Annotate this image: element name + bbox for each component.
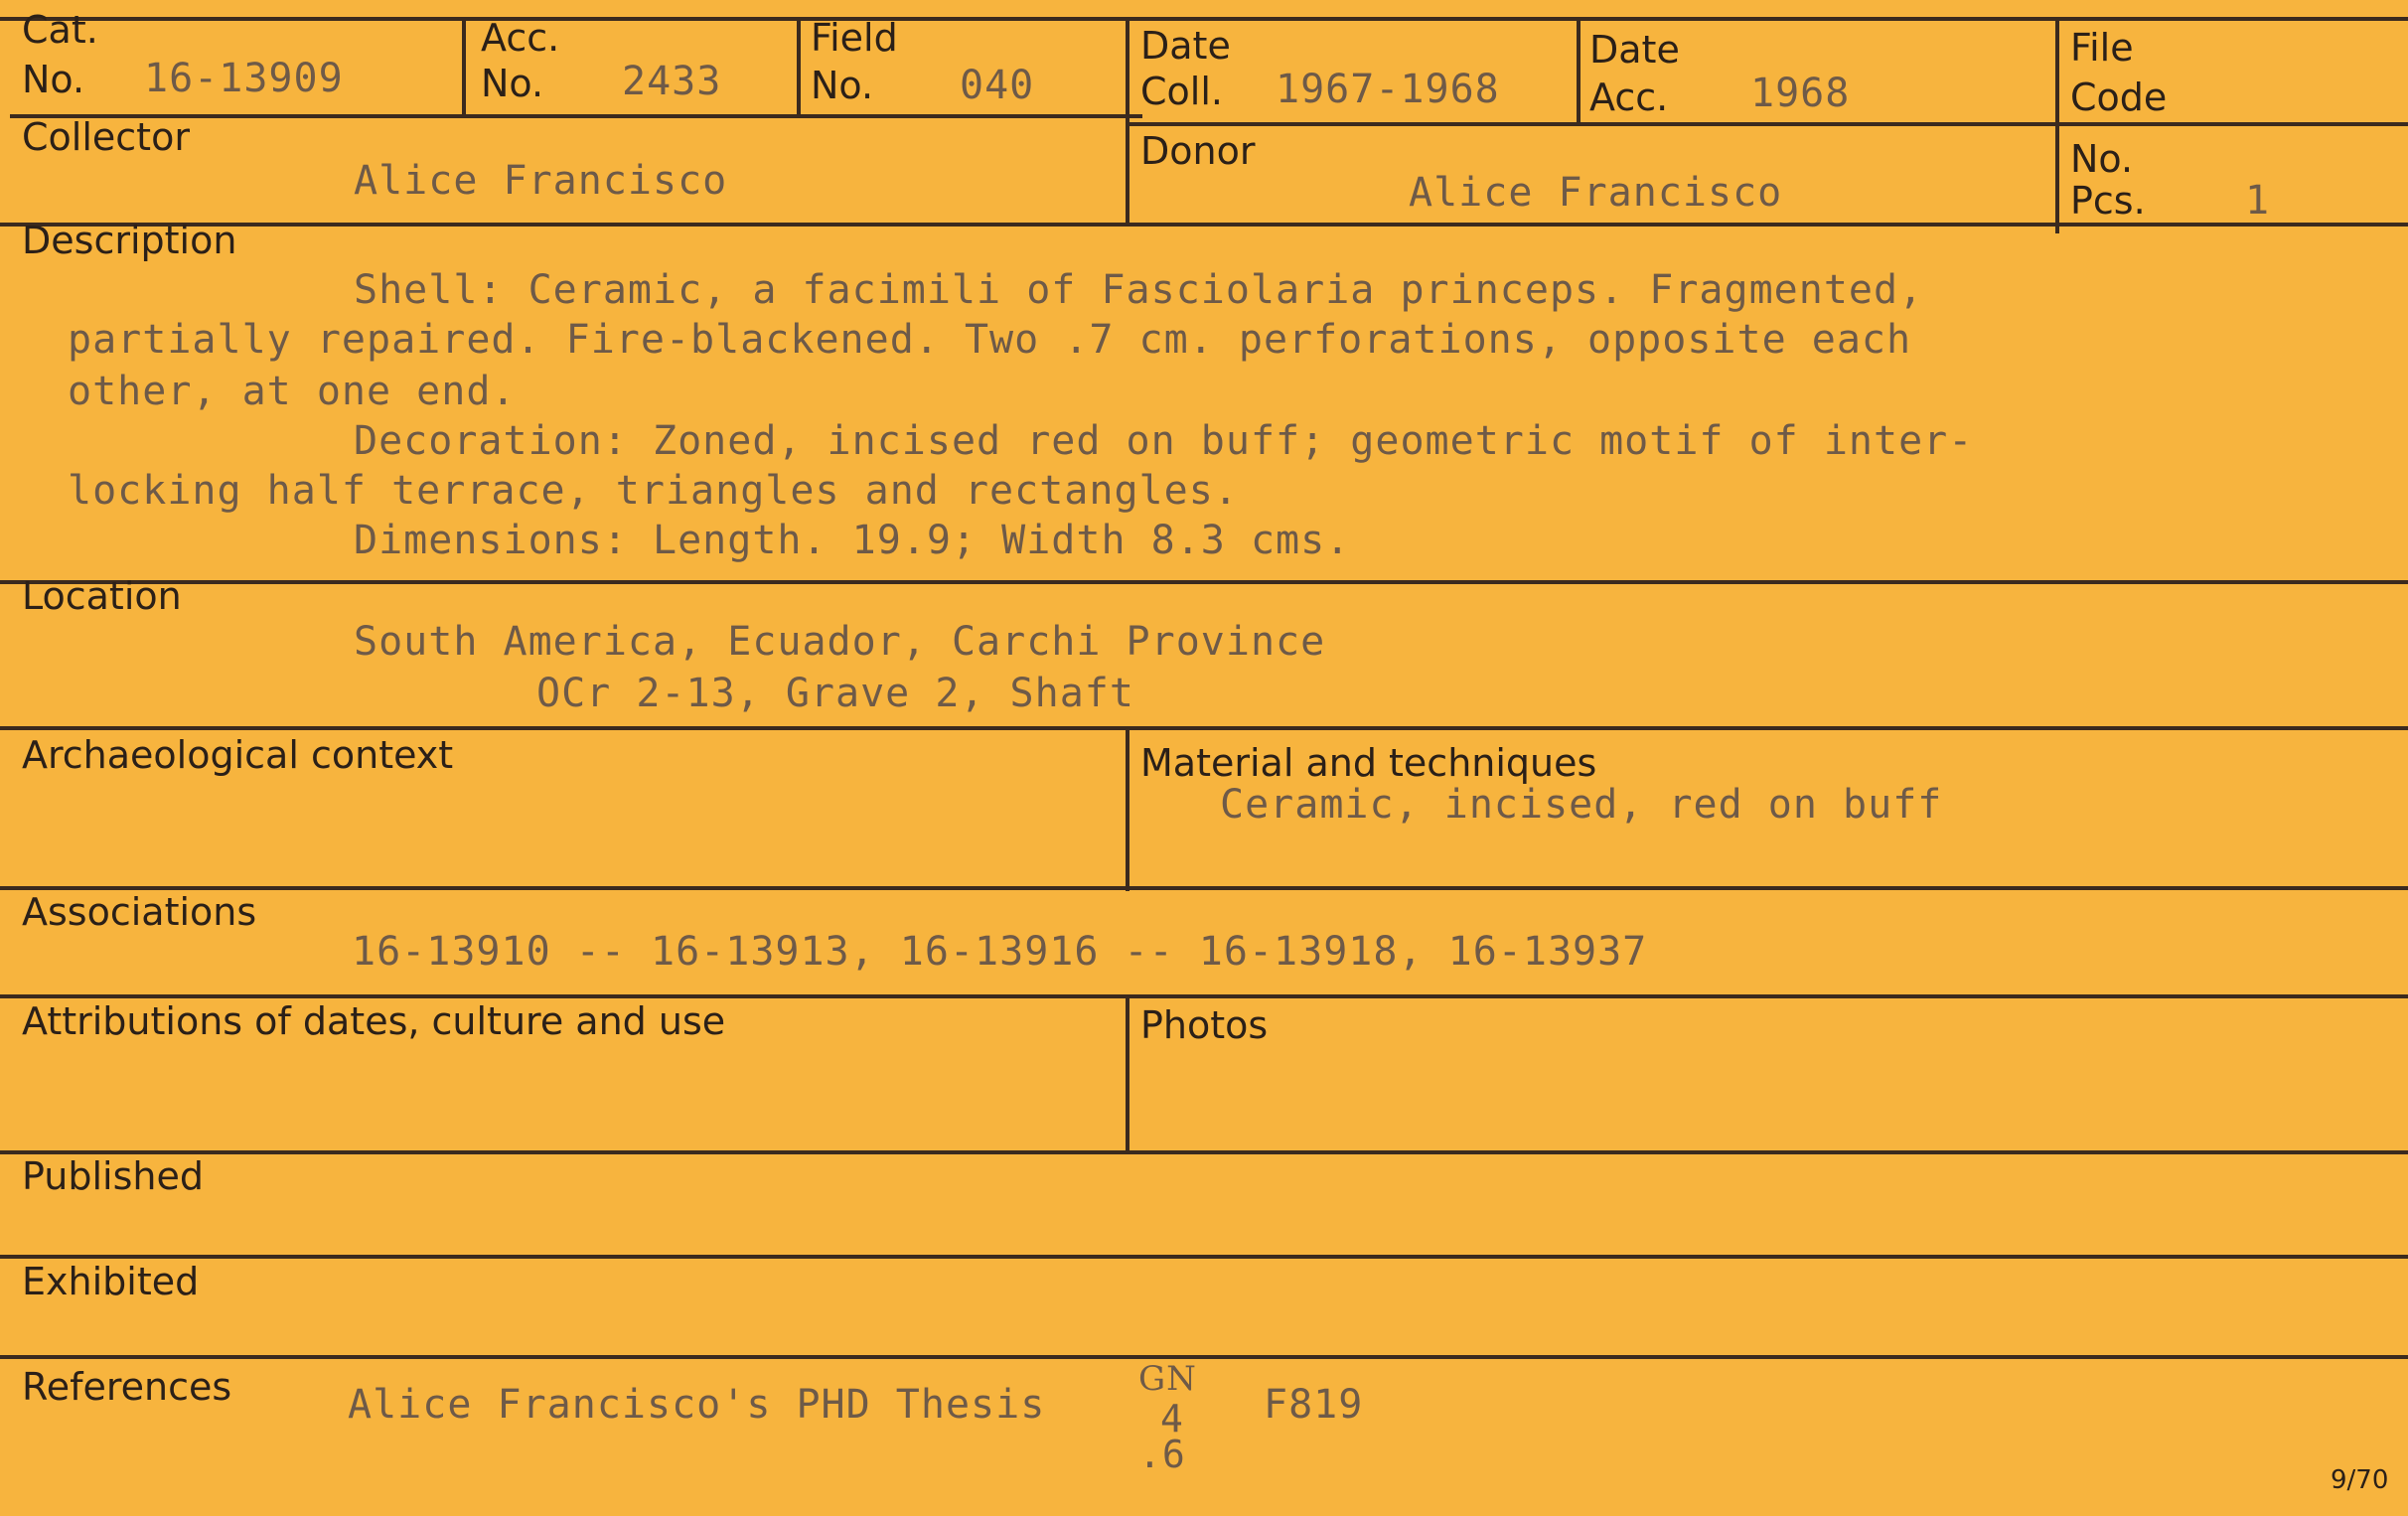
rule-published — [0, 1255, 2408, 1259]
form-code: 9/70 — [2331, 1465, 2389, 1495]
date-collected: 1967-1968 — [1276, 67, 1500, 112]
acc-label: Acc. — [481, 16, 560, 60]
date-accessioned: 1968 — [1750, 71, 1851, 116]
associations-label: Associations — [22, 890, 257, 934]
date-acc-label: Date — [1589, 28, 1680, 72]
rule-attributions — [0, 1150, 2408, 1154]
material-value: Ceramic, incised, red on buff — [1220, 782, 1943, 828]
published-label: Published — [22, 1154, 204, 1198]
description-label: Description — [22, 219, 237, 262]
no-label: No. — [2070, 137, 2134, 181]
vrule-cat-acc — [462, 17, 466, 114]
acc-no-label: No. — [481, 62, 544, 105]
description-line-1: Shell: Ceramic, a facimili of Fasciolaria princeps. Fragmented, — [354, 267, 1924, 313]
call-number-f819: F819 — [1264, 1382, 1364, 1428]
description-line-6: Dimensions: Length. 19.9; Width 8.3 cms. — [354, 518, 1351, 563]
cat-label: Cat. — [22, 8, 98, 52]
arch-context-label: Archaeological context — [22, 733, 454, 777]
references-value: Alice Francisco's PHD Thesis — [348, 1382, 1046, 1428]
description-line-5: locking half terrace, triangles and rectangles. — [68, 468, 1239, 514]
code-label: Code — [2070, 76, 2168, 119]
donor-name: Alice Francisco — [1409, 170, 1783, 216]
call-number-4: 4 — [1160, 1397, 1184, 1440]
field-label: Field — [811, 16, 898, 60]
location-line-1: South America, Ecuador, Carchi Province — [354, 619, 1326, 665]
cat-no-label: No. — [22, 58, 85, 101]
rule-top — [0, 17, 2408, 21]
vrule-date-file — [2055, 17, 2059, 233]
description-line-2: partially repaired. Fire-blackened. Two .7 cm. perforations, opposite each — [68, 317, 1912, 363]
cat-number: 16-13909 — [144, 56, 344, 101]
pcs-label: Pcs. — [2070, 179, 2146, 223]
call-number-6: .6 — [1138, 1433, 1186, 1476]
vrule-coll-acc — [1577, 17, 1580, 124]
rule-exhibited — [0, 1355, 2408, 1359]
photos-label: Photos — [1140, 1003, 1269, 1047]
field-no-label: No. — [811, 64, 874, 107]
date-coll-label: Date — [1140, 24, 1231, 68]
field-number: 040 — [960, 63, 1035, 108]
exhibited-label: Exhibited — [22, 1260, 200, 1303]
file-label: File — [2070, 26, 2134, 70]
description-line-4: Decoration: Zoned, incised red on buff; geometric motif of inter- — [354, 418, 1974, 464]
associations-value: 16-13910 -- 16-13913, 16-13916 -- 16-13918, 16-13937 — [352, 929, 1648, 975]
vrule-acc-field — [797, 17, 801, 114]
references-label: References — [22, 1365, 232, 1409]
location-line-2: OCr 2-13, Grave 2, Shaft — [536, 671, 1134, 716]
call-number-gn: GN — [1138, 1359, 1197, 1399]
attributions-label: Attributions of dates, culture and use — [22, 999, 726, 1043]
acc2-label: Acc. — [1589, 76, 1669, 119]
rule-header-right — [1128, 122, 2408, 126]
material-label: Material and techniques — [1140, 741, 1597, 785]
rule-context — [0, 886, 2408, 890]
vrule-attributions-photos — [1126, 994, 1129, 1153]
rule-associations — [0, 994, 2408, 998]
vrule-context-material — [1126, 726, 1129, 891]
vrule-field-date — [1126, 17, 1129, 224]
donor-label: Donor — [1140, 129, 1256, 173]
rule-location — [0, 726, 2408, 730]
collector-label: Collector — [22, 115, 190, 159]
acc-number: 2433 — [622, 59, 722, 104]
collector-name: Alice Francisco — [354, 158, 728, 204]
description-line-3: other, at one end. — [68, 369, 517, 414]
coll-label: Coll. — [1140, 70, 1223, 113]
rule-description — [0, 580, 2408, 584]
location-label: Location — [22, 574, 182, 618]
pieces-count: 1 — [2245, 178, 2271, 224]
rule-collector — [0, 223, 2408, 227]
